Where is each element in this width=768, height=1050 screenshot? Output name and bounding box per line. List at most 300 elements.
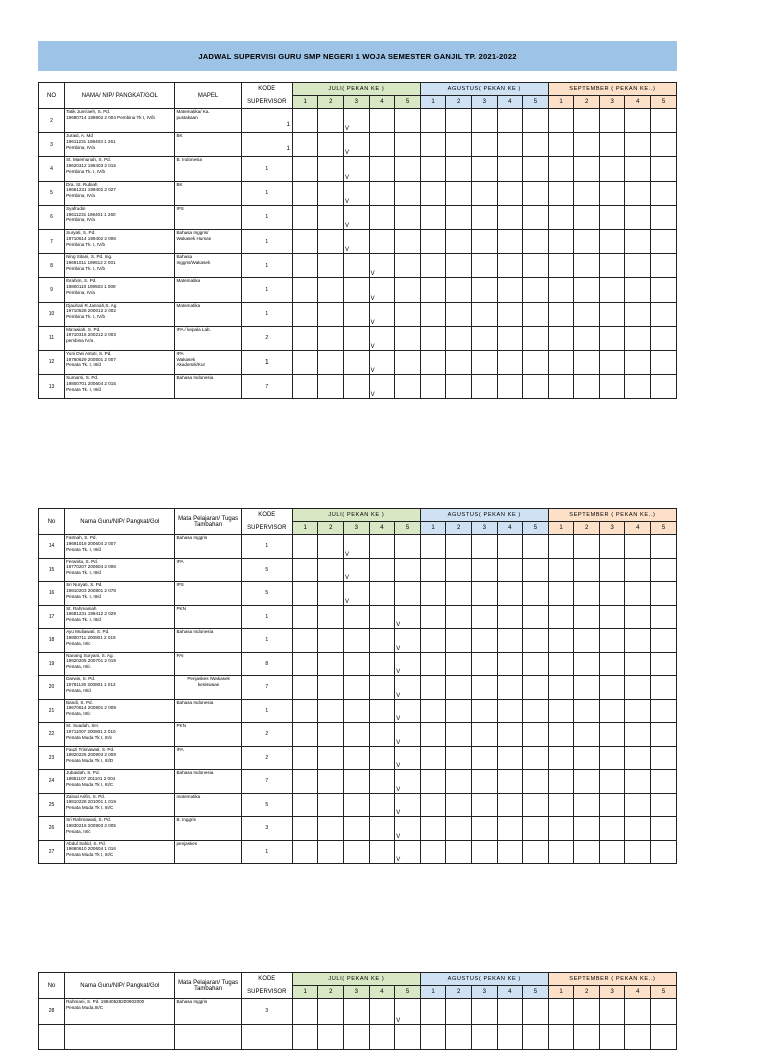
- header-kode: KODE: [241, 509, 292, 522]
- week-cell: [446, 535, 472, 559]
- week-cell: [497, 746, 523, 770]
- teacher-info: [65, 350, 175, 374]
- week-cell: [420, 605, 446, 629]
- week-cell: [599, 133, 625, 157]
- week-cell: [471, 817, 497, 841]
- week-cell: [625, 723, 651, 747]
- week-cell: [369, 723, 395, 747]
- week-header-j-4: 4: [369, 522, 395, 535]
- week-header-a-2: 2: [446, 522, 472, 535]
- week-cell: [599, 535, 625, 559]
- week-cell: [625, 1024, 651, 1050]
- week-cell: [292, 676, 318, 700]
- week-cell: [497, 205, 523, 229]
- text-line: 19690714 199802 2 004 Pembina Tk I, IV/b: [66, 114, 155, 120]
- week-cell: [292, 629, 318, 653]
- subject: [175, 254, 241, 278]
- text-line: 19680610 200604 1 016: [66, 846, 116, 852]
- text-line: Yuni Dwi Astuti, S. Pd.: [66, 350, 112, 356]
- week-cell: [446, 699, 472, 723]
- week-header-a-4: 4: [497, 522, 523, 535]
- week-cell: [446, 999, 472, 1025]
- week-cell: [625, 229, 651, 253]
- week-cell: [446, 793, 472, 817]
- week-cell: [599, 817, 625, 841]
- text-line: matematika: [176, 793, 201, 799]
- check-mark: V: [396, 669, 401, 675]
- table-row: [39, 999, 677, 1025]
- week-cell: [344, 605, 370, 629]
- text-line: Penata Muda Tk I, III/D: [66, 758, 114, 764]
- supervisor-code: 1: [241, 302, 292, 326]
- text-line: Penata, III/c: [66, 640, 91, 646]
- week-cell: [318, 652, 344, 676]
- week-cell: [446, 157, 472, 181]
- week-cell: [523, 582, 549, 606]
- teacher-info: [65, 817, 175, 841]
- text-line: pembina IV/a: [66, 338, 94, 344]
- week-cell: [651, 1024, 677, 1050]
- table-row: [39, 605, 677, 629]
- subject: [175, 746, 241, 770]
- text-line: Zainal Arifin, S. Pd.: [66, 793, 106, 799]
- table-row: [39, 652, 677, 676]
- week-cell: [344, 302, 370, 326]
- week-cell: [395, 840, 421, 864]
- table-row: [39, 582, 677, 606]
- teacher-info: [65, 157, 175, 181]
- row-number: 17: [39, 605, 65, 629]
- table-row: [39, 278, 677, 302]
- week-cell: [651, 605, 677, 629]
- week-cell: [420, 133, 446, 157]
- week-cell: [523, 652, 549, 676]
- week-cell: [523, 181, 549, 205]
- week-header-s-5: 5: [651, 986, 677, 999]
- text-line: Penata Tk. I, III/d: [66, 570, 101, 576]
- week-cell: [548, 535, 574, 559]
- week-cell: [344, 770, 370, 794]
- week-cell: [497, 375, 523, 399]
- week-cell: [471, 302, 497, 326]
- week-cell: [471, 157, 497, 181]
- week-cell: [523, 278, 549, 302]
- week-cell: [369, 605, 395, 629]
- week-cell: [369, 652, 395, 676]
- week-cell: [599, 676, 625, 700]
- week-header-j-3: 3: [344, 986, 370, 999]
- header-row: [39, 509, 677, 522]
- week-cell: [446, 582, 472, 606]
- teacher-info: [65, 229, 175, 253]
- text-line: Bahasa Indonesia: [176, 629, 214, 634]
- subject: [175, 793, 241, 817]
- supervisor-code: 1: [241, 840, 292, 864]
- week-header-j-5: 5: [395, 522, 421, 535]
- week-cell: [548, 254, 574, 278]
- text-line: Pembina Tk. I, IV/b: [66, 168, 106, 174]
- text-line: IPA / kepala Lab.: [176, 326, 211, 332]
- supervisor-code: 2: [241, 746, 292, 770]
- week-cell: [344, 699, 370, 723]
- week-cell: [497, 558, 523, 582]
- week-cell: [523, 205, 549, 229]
- week-cell: [395, 605, 421, 629]
- week-cell: [292, 133, 318, 157]
- text-line: Pembina Tk. I, IV/b: [66, 241, 106, 247]
- row-number: 26: [39, 817, 65, 841]
- week-header-s-5: 5: [651, 522, 677, 535]
- week-cell: [471, 999, 497, 1025]
- text-line: Pembina, IV/a: [66, 193, 95, 199]
- check-mark: V: [345, 598, 350, 605]
- week-cell: [523, 326, 549, 350]
- table-row: [39, 535, 677, 559]
- week-cell: [599, 229, 625, 253]
- text-line: Bahasa Indonesia: [176, 770, 214, 775]
- supervisor-code: 3: [241, 999, 292, 1025]
- text-line: Jubaidah, S. Pd.: [66, 770, 100, 775]
- week-cell: [395, 699, 421, 723]
- table-row: [39, 181, 677, 205]
- week-cell: [446, 629, 472, 653]
- text-line: Pembina Tk. I, IV/b: [66, 314, 106, 320]
- week-cell: [446, 652, 472, 676]
- week-cell: [574, 770, 600, 794]
- check-mark: V: [370, 271, 375, 278]
- week-cell: [292, 535, 318, 559]
- week-cell: [395, 181, 421, 205]
- week-cell: [292, 558, 318, 582]
- week-cell: [651, 629, 677, 653]
- week-cell: [369, 676, 395, 700]
- week-cell: [651, 109, 677, 133]
- week-cell: [625, 254, 651, 278]
- week-cell: [318, 699, 344, 723]
- week-header-a-3: 3: [471, 522, 497, 535]
- week-cell: [292, 205, 318, 229]
- week-cell: [497, 676, 523, 700]
- row-number: 25: [39, 793, 65, 817]
- week-cell: [548, 181, 574, 205]
- week-header-a-5: 5: [523, 522, 549, 535]
- week-cell: [446, 326, 472, 350]
- text-line: 19711007 200801 2 010: [66, 728, 116, 734]
- week-cell: [574, 157, 600, 181]
- week-cell: [369, 302, 395, 326]
- teacher-info: [65, 205, 175, 229]
- week-cell: [651, 278, 677, 302]
- week-cell: [292, 254, 318, 278]
- text-line: St. Rahmaniah: [66, 605, 97, 611]
- text-line: Matematika: [176, 302, 201, 308]
- week-cell: [344, 535, 370, 559]
- week-cell: [344, 157, 370, 181]
- week-cell: [599, 582, 625, 606]
- supervisor-code: 1: [241, 181, 292, 205]
- week-header-s-2: 2: [574, 986, 600, 999]
- text-line: Suryati, S. Pd.: [66, 229, 96, 235]
- week-cell: [471, 326, 497, 350]
- teacher-info: [65, 793, 175, 817]
- week-cell: [420, 278, 446, 302]
- subject: [175, 133, 241, 157]
- week-cell: [420, 699, 446, 723]
- week-cell: [548, 375, 574, 399]
- week-cell: [574, 109, 600, 133]
- week-cell: [395, 793, 421, 817]
- week-cell: [497, 254, 523, 278]
- week-cell: [318, 793, 344, 817]
- text-line: B. Inggris: [176, 817, 196, 822]
- text-line: 19820205 200701 2 019: [66, 658, 116, 664]
- text-line: Ibrahim, S. Pd.: [66, 278, 97, 284]
- week-cell: [395, 676, 421, 700]
- header-mapel: Mata Pelajaran/ Tugas Tambahan: [175, 973, 241, 999]
- week-cell: [292, 1024, 318, 1050]
- row-number: 21: [39, 699, 65, 723]
- week-cell: [523, 1024, 549, 1050]
- week-cell: [651, 999, 677, 1025]
- week-cell: [344, 999, 370, 1025]
- week-header-j-1: 1: [292, 522, 318, 535]
- week-cell: [318, 157, 344, 181]
- week-cell: [292, 109, 318, 133]
- text-line: Penata Tk. I, III/d: [66, 617, 101, 623]
- week-cell: [574, 375, 600, 399]
- table-row: [39, 326, 677, 350]
- week-header-j-4: 4: [369, 986, 395, 999]
- week-cell: [548, 350, 574, 374]
- text-line: Inggris/Wakasek: [176, 259, 211, 265]
- text-line: 19710614 199402 2 006: [66, 235, 116, 241]
- week-cell: [523, 229, 549, 253]
- teacher-info: [65, 629, 175, 653]
- week-cell: [599, 605, 625, 629]
- check-mark: V: [370, 392, 375, 399]
- week-cell: [420, 205, 446, 229]
- week-cell: [446, 817, 472, 841]
- supervisor-code: 1: [241, 350, 292, 374]
- week-header-a-3: 3: [471, 96, 497, 109]
- supervisor-code: 3: [241, 817, 292, 841]
- text-line: Matematika/ Ka.: [176, 109, 210, 114]
- week-cell: [574, 302, 600, 326]
- week-cell: [369, 770, 395, 794]
- week-cell: [574, 278, 600, 302]
- week-cell: [446, 181, 472, 205]
- week-cell: [599, 109, 625, 133]
- text-line: 19810228 201001 1 019: [66, 799, 116, 805]
- week-cell: [523, 350, 549, 374]
- week-cell: [318, 605, 344, 629]
- subject: [175, 817, 241, 841]
- week-cell: [344, 278, 370, 302]
- week-cell: [344, 723, 370, 747]
- week-cell: [574, 999, 600, 1025]
- week-cell: [292, 605, 318, 629]
- text-line: Ma'awiah, S. Pd.: [66, 326, 101, 332]
- supervisor-code: 1: [241, 535, 292, 559]
- text-line: Rahmani, S. Pd. 19840528200902000: [66, 999, 145, 1004]
- header-agustus: AGUSTUS( PEKAN KE ): [420, 973, 548, 986]
- week-cell: [420, 229, 446, 253]
- week-cell: [574, 582, 600, 606]
- week-cell: [471, 375, 497, 399]
- table-row: [39, 302, 677, 326]
- text-line: Ning Sitani, S. Pd. Ing.: [66, 254, 113, 260]
- week-cell: [599, 350, 625, 374]
- week-header-j-3: 3: [344, 522, 370, 535]
- week-cell: [548, 157, 574, 181]
- table-row: [39, 793, 677, 817]
- week-cell: [471, 770, 497, 794]
- week-cell: [318, 629, 344, 653]
- week-cell: [471, 254, 497, 278]
- text-line: Penata Tk. I, III/d: [66, 546, 101, 552]
- week-header-a-1: 1: [420, 96, 446, 109]
- week-cell: [471, 605, 497, 629]
- teacher-info: [65, 770, 175, 794]
- week-cell: [651, 676, 677, 700]
- week-cell: [420, 157, 446, 181]
- table-row: [39, 817, 677, 841]
- week-header-s-2: 2: [574, 522, 600, 535]
- week-cell: [369, 350, 395, 374]
- week-cell: [395, 326, 421, 350]
- subject: [175, 350, 241, 374]
- week-cell: [599, 723, 625, 747]
- week-cell: [574, 1024, 600, 1050]
- week-cell: [292, 723, 318, 747]
- week-cell: [497, 999, 523, 1025]
- week-cell: [599, 699, 625, 723]
- week-cell: [651, 582, 677, 606]
- text-line: IPS: [176, 205, 184, 211]
- week-cell: [420, 770, 446, 794]
- week-header-j-2: 2: [318, 96, 344, 109]
- week-cell: [395, 558, 421, 582]
- week-cell: [523, 770, 549, 794]
- text-line: Sri Rahmawati, S. Pd.: [66, 817, 112, 822]
- week-cell: [292, 157, 318, 181]
- week-cell: [471, 181, 497, 205]
- week-cell: [292, 350, 318, 374]
- week-cell: [446, 205, 472, 229]
- week-cell: [471, 840, 497, 864]
- week-cell: [548, 605, 574, 629]
- check-mark: V: [345, 575, 350, 581]
- week-cell: [497, 278, 523, 302]
- check-mark: V: [396, 786, 401, 793]
- week-cell: [625, 582, 651, 606]
- check-mark: V: [396, 833, 401, 840]
- week-cell: [548, 558, 574, 582]
- text-line: Penata, III/c: [66, 711, 91, 717]
- table-row: [39, 746, 677, 770]
- header-supervisor: SUPERVISOR: [241, 96, 292, 109]
- header-kode: KODE: [241, 83, 292, 96]
- week-cell: [292, 375, 318, 399]
- week-cell: [548, 278, 574, 302]
- header-name: NAMA/ NIP/ PANGKAT/GOL: [65, 83, 175, 109]
- table-row: [39, 133, 677, 157]
- week-cell: [651, 205, 677, 229]
- supervisor-code: [241, 1024, 292, 1050]
- row-number: 7: [39, 229, 65, 253]
- text-line: Feranita, S. Pd.: [66, 558, 98, 564]
- check-mark: V: [345, 150, 350, 157]
- text-line: Bahasa Indonesia: [176, 699, 214, 705]
- week-cell: [420, 793, 446, 817]
- week-cell: [548, 133, 574, 157]
- week-cell: [497, 535, 523, 559]
- text-line: 19620312 198403 2 015: [66, 163, 116, 169]
- week-cell: [651, 181, 677, 205]
- text-line: 19710315 200212 2 003: [66, 332, 116, 338]
- week-cell: [497, 109, 523, 133]
- week-cell: [344, 375, 370, 399]
- week-cell: [625, 181, 651, 205]
- week-cell: [625, 817, 651, 841]
- subject: [175, 999, 241, 1025]
- text-line: 19670614 200801 2 009: [66, 705, 116, 711]
- week-cell: [420, 375, 446, 399]
- table-row: [39, 254, 677, 278]
- week-cell: [599, 157, 625, 181]
- text-line: Penata Muda Tk I, III/C: [66, 852, 114, 858]
- week-cell: [369, 535, 395, 559]
- week-cell: [497, 133, 523, 157]
- subject: [175, 652, 241, 676]
- week-cell: [446, 302, 472, 326]
- week-cell: [471, 558, 497, 582]
- text-line: Bahasa Inggris: [176, 535, 208, 540]
- week-cell: [599, 652, 625, 676]
- week-cell: [523, 375, 549, 399]
- week-cell: [318, 723, 344, 747]
- week-cell: [292, 652, 318, 676]
- week-cell: [497, 582, 523, 606]
- week-cell: [292, 999, 318, 1025]
- week-header-a-2: 2: [446, 96, 472, 109]
- week-cell: [651, 840, 677, 864]
- week-cell: [420, 746, 446, 770]
- row-number: 4: [39, 157, 65, 181]
- week-cell: [599, 793, 625, 817]
- supervisor-code: 1: [241, 157, 292, 181]
- week-cell: [548, 699, 574, 723]
- text-line: BK: [176, 133, 183, 139]
- supervisor-code: 2: [241, 326, 292, 350]
- week-cell: [497, 699, 523, 723]
- week-cell: [420, 629, 446, 653]
- week-cell: [523, 302, 549, 326]
- teacher-info: [65, 746, 175, 770]
- week-cell: [625, 793, 651, 817]
- week-cell: [369, 375, 395, 399]
- text-line: Nanang Suryani, S. Ag.: [66, 652, 114, 658]
- text-line: 19691019 200604 2 007: [66, 540, 116, 546]
- week-cell: [471, 278, 497, 302]
- week-cell: [497, 652, 523, 676]
- week-cell: [625, 652, 651, 676]
- teacher-info: [65, 181, 175, 205]
- week-cell: [446, 109, 472, 133]
- week-cell: [523, 605, 549, 629]
- text-line: 19691011 199512 2 001: [66, 259, 116, 265]
- subject: [175, 109, 241, 133]
